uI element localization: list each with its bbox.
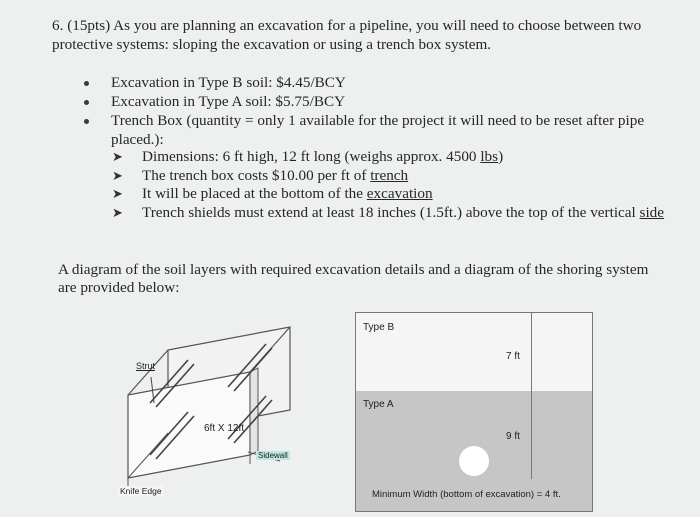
detail-text: Trench shields must extend at least 18 inches (1.5ft.) above the top of the vertical [142,203,640,221]
arrow-bullet-icon: ➤ [112,204,123,220]
trench-box-drawing [108,315,308,505]
knife-edge-label: Knife Edge [120,486,162,496]
list-item [112,204,672,223]
trench-box-diagram [108,315,308,510]
bullet-icon [84,81,89,86]
detail-underlined-text: trench [370,166,409,184]
detail-underlined-text: lbs [480,148,499,165]
box-size-label: 6ft X 12ft [204,423,245,434]
list-item [78,92,678,111]
list-item [78,111,678,149]
requirements-list [78,73,678,149]
type-b-label: Type B [363,322,395,333]
pipe-icon [459,446,489,476]
detail-underlined-text: side [639,203,665,221]
detail-underlined-text: excavation [366,185,433,202]
detail-text: Dimensions: 6 ft high, 12 ft long (weighs approx. 4500 [142,148,481,165]
detail-text: It will be placed at the bottom of the [142,185,367,202]
arrow-bullet-icon: ➤ [112,167,123,183]
depth-a-label: 9 ft [506,431,520,442]
bullet-icon [84,119,89,124]
bullet-text: Excavation in Type A soil: $5.75/BCY [111,93,346,110]
depth-b-label: 7 ft [506,351,520,362]
arrow-bullet-icon: ➤ [112,186,123,201]
detail-text: ) [498,148,504,165]
arrow-bullet-icon: ➤ [112,149,123,164]
bullet-text: Trench Box (quantity = only 1 available for the project it will need to be reset after pipe placed.): [111,112,645,148]
list-item [112,148,672,167]
diagram-intro-text: A diagram of the soil layers with required excavation details and a diagram of the shoring system are provided below: [58,261,649,296]
bullet-icon [84,100,89,105]
type-a-label: Type A [363,399,394,410]
list-item [78,73,678,92]
min-width-label: Minimum Width (bottom of excavation) = 4 ft. [372,489,561,500]
soil-layer-diagram [355,312,593,512]
excavation-wall-line [531,313,532,479]
strut-label: Strut [136,361,156,371]
list-item [112,185,672,204]
sidewall-label: Sidewall [258,451,288,460]
bullet-text: Excavation in Type B soil: $4.45/BCY [111,74,346,91]
list-item [112,167,672,186]
question-text: 6. (15pts) As you are planning an excavation for a pipeline, you will need to choose between two protective systems: sloping the excavation or using a trench box system. [52,17,642,53]
trench-box-details [112,148,672,222]
detail-text: The trench box costs $10.00 per ft of [142,166,371,184]
